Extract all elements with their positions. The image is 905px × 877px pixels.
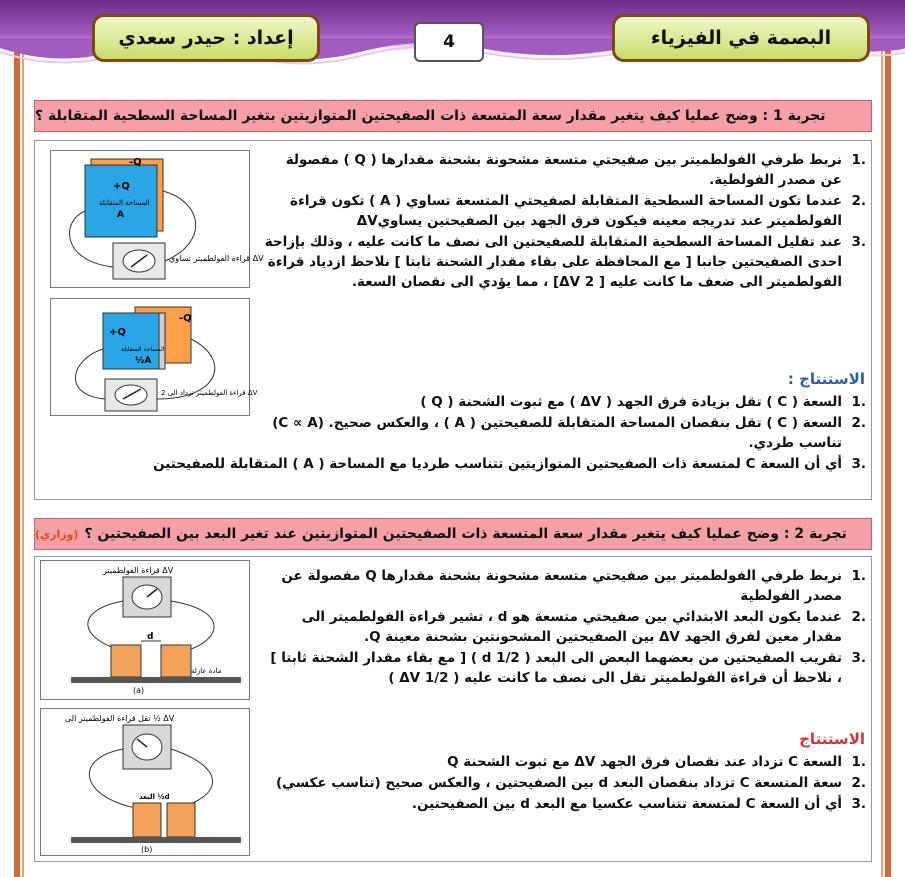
insulator-base <box>71 677 241 683</box>
step-number: .1 <box>851 568 866 584</box>
plus-q-label: +Q <box>109 327 126 338</box>
capacitor-plate-left <box>111 645 141 677</box>
conclusion-text: السعة ( C ) تقل بزيادة فرق الجهد ( ΔV ) مع ثبوت الشحنة ( Q ) <box>420 394 842 410</box>
list-item <box>100 413 866 453</box>
list-item <box>262 752 866 772</box>
step-number: .2 <box>851 193 866 209</box>
area-label: المساحة المتقابلة <box>121 346 165 353</box>
experiment2-heading-bar <box>34 518 872 550</box>
conclusion-text: سعة المتسعة C تزداد بنقصان البعد d بين الصفيحتين ، والعكس صحيح (تناسب عكسي) <box>275 775 842 791</box>
experiment1-conclusion-title: الاستنتاج : <box>787 370 865 388</box>
distance-label: d <box>147 632 154 642</box>
conclusion-number: .3 <box>851 796 866 812</box>
experiment2-conclusion-title: الاستنتاج <box>799 730 865 748</box>
experiment1-conclusions <box>100 392 866 475</box>
experiment1-steps <box>262 150 866 293</box>
minus-q-label: -Q <box>179 313 192 324</box>
experiment2-steps <box>262 566 866 689</box>
area-symbol: A <box>117 210 124 220</box>
meter-label: قراءة الفولطميتر تساوي ΔV <box>169 254 264 263</box>
step-number: .3 <box>851 650 866 666</box>
list-item <box>262 191 866 231</box>
step-text: نربط طرفي الفولطميتر بين صفيحتي متسعة مشحونة بشحنة مقدارها ( Q ) مفصولة عن مصدر الفولطية. <box>285 152 842 188</box>
list-item <box>262 150 866 190</box>
experiment1-heading: تجربة 1 : وضح عمليا كيف يتغير مقدار سعة المتسعة ذات الصفيحتين المتوازيتين بتغير المساحة السطحية المتقابلة ؟ <box>35 108 826 124</box>
distance-label: البعد ½d <box>139 793 170 801</box>
meter-label: تقل قراءة الفولطميتر الى ½ ΔV <box>65 714 175 723</box>
capacitor-plate-right <box>167 803 195 837</box>
minus-q-label: -Q <box>129 157 142 168</box>
left-frame-inner-line <box>22 0 24 877</box>
left-frame-border <box>14 0 20 877</box>
meter-label: قراءة الفولطميتر ΔV <box>103 566 174 575</box>
conclusion-text: السعة C تزداد عند نقصان فرق الجهد ΔV مع ثبوت الشحنة Q <box>447 754 842 770</box>
experiment2-figure-b <box>40 708 250 856</box>
experiment2-figure-a <box>40 560 250 700</box>
area-label: المساحة المتقابلة <box>99 199 150 207</box>
conclusion-text: السعة ( C ) تقل بنقصان المساحة المتقابلة للصفيحتين ( A ) ، والعكس صحيح. (C ∝ A) تناسب طردي. <box>272 415 842 451</box>
step-number: .3 <box>851 234 866 250</box>
figure-caption: (a) <box>133 686 145 695</box>
step-text: عند تقليل المساحة السطحية المتقابلة للصفيحتين الى نصف ما كانت عليه ، وذلك بإزاحة احدى الصفيحتين جانبا [ مع المحافظة على بقاء مقدار الشحنة ثابتا ] نلاحظ ازدياد قراءة الفولطميتر الى ضعف ما كانت عليه [ ΔV 2] ، مما يؤدي الى نقصان السعة. <box>264 234 842 290</box>
page-number: 4 <box>414 22 484 62</box>
list-item <box>262 232 866 292</box>
header-author: إعداد : حيدر سعدي <box>92 14 320 62</box>
plus-q-label: +Q <box>113 181 130 192</box>
conclusion-number: .2 <box>851 415 866 431</box>
list-item <box>262 773 866 793</box>
conclusion-number: .2 <box>851 775 866 791</box>
capacitor-plate-right <box>161 645 191 677</box>
step-text: عندما يكون البعد الابتدائي بين صفيحتي متسعة هو d ، تشير قراءة الفولطميتر الى مقدار معين لفرق الجهد ΔV بين الصفيحتين المشحونتين بشحنة معينة Q. <box>301 609 842 645</box>
experiment1-figure1 <box>50 150 264 288</box>
conclusion-number: .1 <box>851 754 866 770</box>
page-header <box>0 0 905 90</box>
list-item <box>100 392 866 412</box>
step-text: تقريب الصفيحتين من بعضهما البعض الى البعد ( d 1/2 ) [ مع بقاء مقدار الشحنة ثابتا ] ، نلاحظ أن قراءة الفولطميتر تقل الى نصف ما كانت عليه ( ΔV 1/2 ) <box>270 650 842 686</box>
conclusion-text: أي أن السعة C لمتسعة ذات الصفيحتين المتوازيتين تتناسب طرديا مع المساحة ( A ) المتقابلة للصفيحتين <box>153 456 842 472</box>
experiment1-heading-bar <box>34 100 872 132</box>
capacitor-plate-left <box>133 803 161 837</box>
conclusion-number: .3 <box>851 456 866 472</box>
list-item <box>262 794 866 814</box>
insulator-base <box>71 837 241 843</box>
list-item <box>100 454 866 474</box>
experiment2-heading: تجربة 2 : وضح عمليا كيف يتغير مقدار سعة المتسعة ذات الصفيحتين المتوازيتين عند تغير البعد بين الصفيحتين ؟ <box>84 526 847 542</box>
ministerial-badge: (وزاري) <box>35 527 79 541</box>
meter-label: قراءة الفولطميتر تزداد الى 2 ΔV <box>161 389 258 397</box>
experiment2-conclusions <box>262 752 866 815</box>
list-item <box>262 607 866 647</box>
right-frame-inner-line <box>881 0 883 877</box>
area-symbol: ½A <box>135 356 152 366</box>
list-item <box>262 648 866 688</box>
step-number: .2 <box>851 609 866 625</box>
conclusion-text: أي أن السعة C لمتسعة تتناسب عكسيا مع البعد d بين الصفيحتين. <box>411 796 842 812</box>
insulator-label: مادة عازلة <box>191 667 222 675</box>
figure-caption: (b) <box>141 845 153 854</box>
step-text: نربط طرفي الفولطميتر بين صفيحتي متسعة مشحونة بشحنة مقدارها Q مفصولة عن مصدر الفولطية <box>281 568 842 604</box>
step-number: .1 <box>851 152 866 168</box>
right-frame-border <box>885 0 891 877</box>
list-item <box>262 566 866 606</box>
header-title: البصمة في الفيزياء <box>612 14 870 62</box>
step-text: عندما تكون المساحة السطحية المتقابلة لصفيحتي المتسعة تساوي ( A ) تكون قراءة الفولطميتر عند تدريجه معينه فيكون فرق الجهد بين الصفيحتين يساويΔV <box>290 193 842 229</box>
conclusion-number: .1 <box>851 394 866 410</box>
